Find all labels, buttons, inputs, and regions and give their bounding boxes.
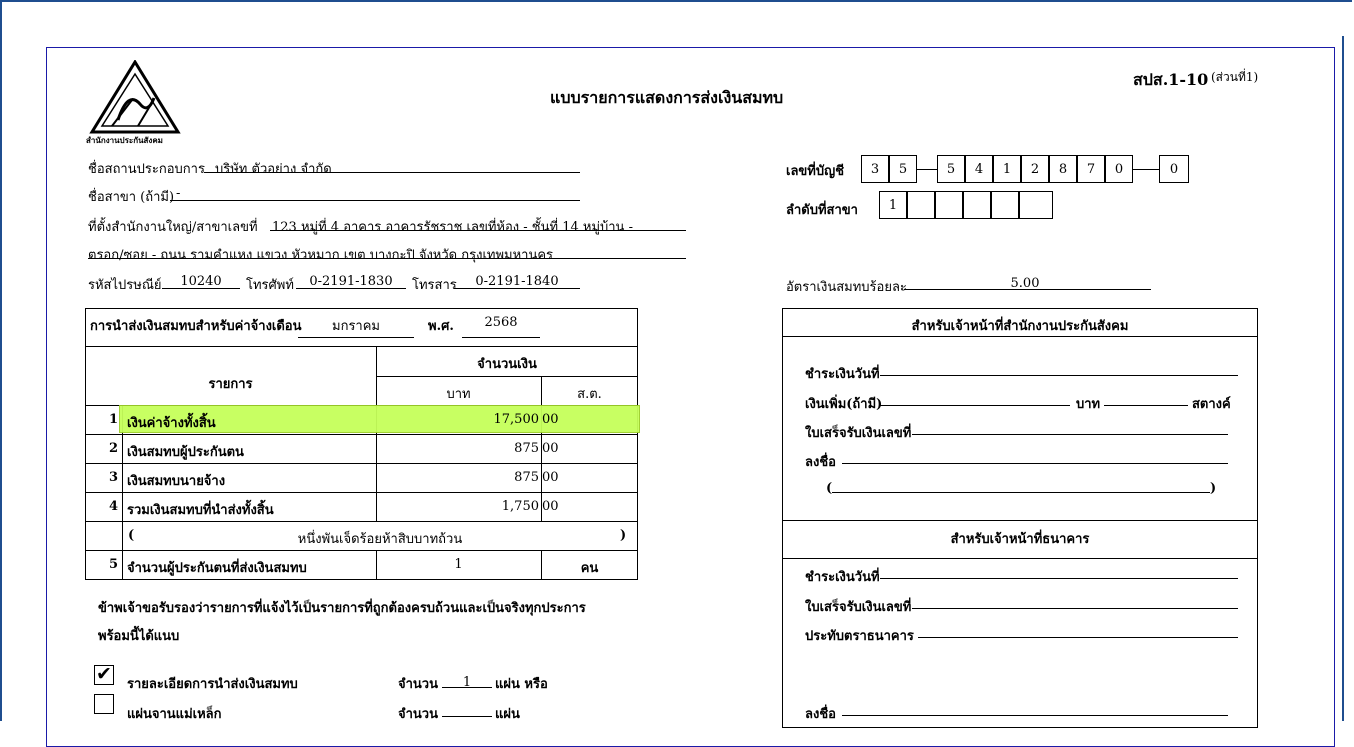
address-line-1: 123 หมู่ที่ 4 อาคาร อาคารรัชราช เลขที่ห้อง - ชั้นที่ 14 หมู่บ้าน - [272, 220, 633, 235]
row-label: จำนวนผู้ประกันตนที่ส่งเงินสมทบ [127, 561, 307, 576]
row-label: เงินสมทบผู้ประกันตน [127, 445, 244, 460]
account-digit: 2 [1021, 155, 1049, 183]
sso-surcharge-label: เงินเพิ่ม(ถ้ามี) [805, 397, 883, 412]
form-part: (ส่วนที่1) [1211, 70, 1259, 84]
row-label: รวมเงินสมทบที่นำส่งทั้งสิ้น [127, 503, 274, 518]
box-rule [782, 558, 1258, 559]
attachment-unit: แผ่น หรือ [495, 677, 548, 692]
bank-paid-date-label: ชำระเงินวันที่ [805, 570, 880, 585]
table-header-label: การนำส่งเงินสมทบสำหรับค่าจ้างเดือน [90, 319, 302, 334]
branch-name-value: - [176, 186, 181, 201]
sso-paid-date-underline [880, 375, 1238, 376]
year-underline [462, 337, 540, 338]
account-separator [917, 169, 937, 170]
sso-signature-label: ลงชื่อ [805, 455, 836, 470]
sso-paren-close: ) [1210, 481, 1217, 496]
branch-name-label: ชื่อสาขา (ถ้ามี) [88, 190, 175, 205]
sso-receipt-underline [912, 434, 1228, 435]
table-rule [376, 376, 638, 377]
row-satang: 00 [542, 412, 559, 427]
certify-line-1: ข้าพเจ้าขอรับรองว่ารายการที่แจ้งไว้เป็นรายการที่ถูกต้องครบถ้วนและเป็นจริงทุกประการ [98, 601, 586, 616]
sso-surcharge-underline [880, 405, 1070, 406]
col-baht-header: บาท [446, 387, 471, 402]
branch-digit [1019, 191, 1053, 219]
row-label: เงินค่าจ้างทั้งสิ้น [127, 416, 216, 431]
logo-caption: สำนักงานประกันสังคม [86, 135, 163, 145]
attachment-checkbox-unchecked[interactable] [94, 694, 114, 714]
col-satang-header: ส.ต. [577, 387, 602, 402]
bank-box-title: สำหรับเจ้าหน้าที่ธนาคาร [950, 532, 1090, 547]
col-item-header: รายการ [208, 377, 253, 392]
attachment-checkbox-checked[interactable]: ✔ [94, 665, 114, 685]
table-rule [85, 550, 638, 551]
table-rule [85, 346, 638, 347]
employer-name-value: บริษัท ตัวอย่าง จำกัด [215, 162, 332, 177]
bank-receipt-label: ใบเสร็จรับเงินเลขที่ [805, 600, 912, 615]
month-underline [298, 337, 414, 338]
account-digit: 4 [965, 155, 993, 183]
row-baht: 875 [514, 470, 539, 485]
box-rule [782, 520, 1258, 521]
bank-signature-label: ลงชื่อ [805, 707, 836, 722]
sso-name-underline [832, 492, 1210, 493]
attachment-qty-label: จำนวน [398, 677, 438, 692]
scrollbar[interactable] [1342, 36, 1354, 721]
branch-no-label: ลำดับที่สาขา [786, 203, 858, 218]
branch-digit: 1 [879, 191, 907, 219]
sso-box-title: สำหรับเจ้าหน้าที่สำนักงานประกันสังคม [911, 319, 1129, 334]
table-rule [85, 434, 638, 435]
attachment-qty-label: จำนวน [398, 707, 438, 722]
row-baht: 875 [514, 441, 539, 456]
account-digit: 8 [1049, 155, 1077, 183]
address-label: ที่ตั้งสำนักงานใหญ่/สาขาเลขที่ [88, 220, 258, 235]
account-separator [1133, 169, 1159, 170]
sso-paren-open: ( [826, 481, 833, 496]
row-no: 4 [108, 499, 118, 514]
attachment-label: แผ่นจานแม่เหล็ก [127, 707, 222, 722]
postcode-value: 10240 [180, 274, 222, 289]
employer-name-label: ชื่อสถานประกอบการ [88, 162, 205, 177]
postcode-label: รหัสไปรษณีย์ [88, 278, 162, 293]
account-digit: 3 [861, 155, 889, 183]
phone-value: 0-2191-1830 [309, 274, 393, 289]
account-digit: 1 [993, 155, 1021, 183]
insured-unit: คน [580, 561, 599, 576]
account-digit: 7 [1077, 155, 1105, 183]
sso-satang-label: สตางค์ [1192, 397, 1231, 412]
bank-stamp-underline [918, 637, 1238, 638]
branch-digit [991, 191, 1019, 219]
rate-label: อัตราเงินสมทบร้อยละ [786, 280, 907, 295]
row-satang: 00 [542, 499, 559, 514]
branch-name-underline [170, 200, 580, 201]
row-no: 3 [108, 470, 118, 485]
account-digit: 0 [1159, 155, 1189, 183]
account-digit: 0 [1105, 155, 1133, 183]
words-open: ( [128, 528, 135, 543]
sso-receipt-label: ใบเสร็จรับเงินเลขที่ [805, 426, 912, 441]
sso-paid-date-label: ชำระเงินวันที่ [805, 367, 880, 382]
year-value: 2568 [484, 315, 518, 330]
attachment-qty: 1 [462, 675, 472, 690]
branch-digit [963, 191, 991, 219]
sso-baht-label: บาท [1076, 397, 1101, 412]
certify-line-2: พร้อมนี้ได้แนบ [98, 629, 180, 644]
row-no: 2 [108, 441, 118, 456]
phone-label: โทรศัพท์ [246, 278, 294, 293]
box-rule [782, 336, 1258, 337]
bank-stamp-label: ประทับตราธนาคาร [805, 629, 914, 644]
bank-paid-date-underline [880, 578, 1238, 579]
attachment-label: รายละเอียดการนำส่งเงินสมทบ [127, 677, 298, 692]
sso-logo [88, 60, 182, 138]
fax-label: โทรสาร [412, 278, 457, 293]
table-rule [85, 463, 638, 464]
sso-baht-underline [1104, 405, 1188, 406]
bank-receipt-underline [912, 608, 1238, 609]
col-amount-header: จำนวนเงิน [477, 357, 537, 372]
row-label: เงินสมทบนายจ้าง [127, 474, 226, 489]
row-baht: 1,750 [501, 499, 539, 514]
bank-signature-underline [842, 715, 1228, 716]
row-satang: 00 [542, 470, 559, 485]
insured-count: 1 [454, 557, 463, 572]
row-no: 5 [108, 557, 118, 572]
row-baht: 17,500 [493, 412, 539, 427]
month-value: มกราคม [332, 319, 380, 334]
branch-digit [935, 191, 963, 219]
row-no: 1 [108, 412, 118, 427]
row-satang: 00 [542, 441, 559, 456]
fax-value: 0-2191-1840 [475, 274, 559, 289]
table-rule [85, 521, 638, 522]
account-digit: 5 [889, 155, 917, 183]
form-code: สปส.1-10 [1133, 70, 1209, 89]
branch-digit [907, 191, 935, 219]
form-title: แบบรายการแสดงการส่งเงินสมทบ [550, 88, 784, 107]
account-label: เลขที่บัญชี [786, 164, 845, 179]
words-close: ) [620, 528, 627, 543]
sso-signature-underline [842, 463, 1228, 464]
table-rule [85, 492, 638, 493]
address-line-2: ตรอก/ซอย - ถนน รามคำแหง แขวง หัวหมาก เขต บางกะปิ จังหวัด กรุงเทพมหานคร [88, 248, 554, 263]
account-digit: 5 [937, 155, 965, 183]
amount-in-words: หนึ่งพันเจ็ดร้อยห้าสิบบาทถ้วน [297, 532, 463, 547]
attachment-qty-underline [442, 716, 492, 717]
year-label: พ.ศ. [428, 319, 454, 334]
rate-value: 5.00 [1010, 276, 1040, 291]
attachment-unit: แผ่น [495, 707, 520, 722]
